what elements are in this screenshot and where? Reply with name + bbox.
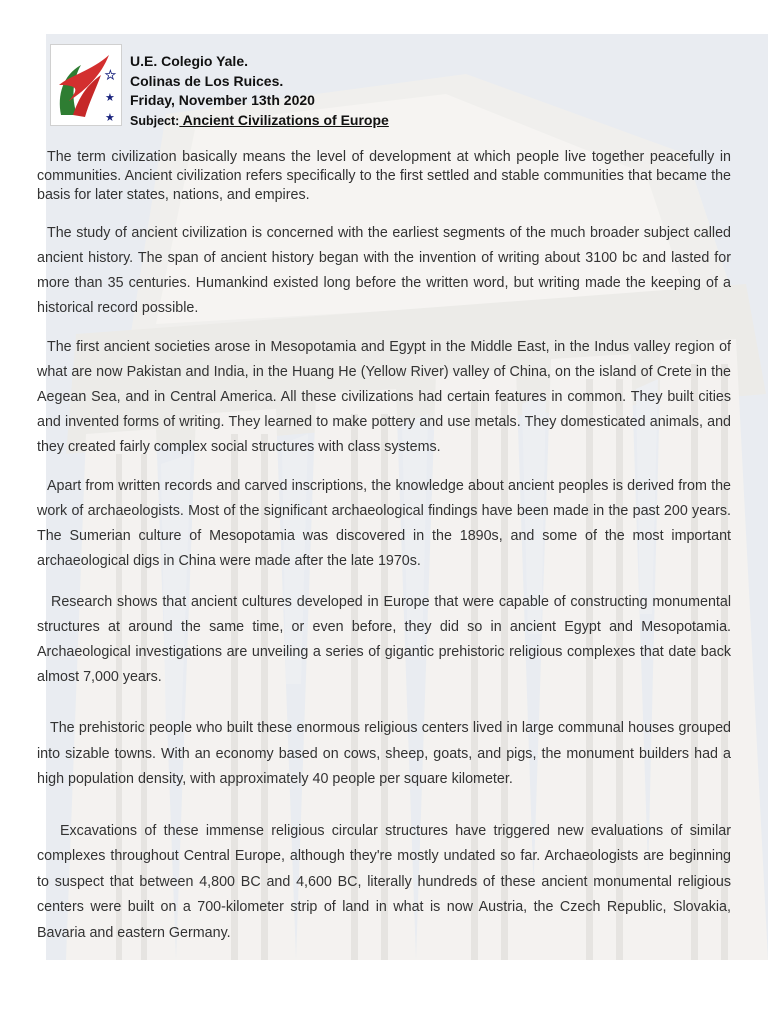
header-text-block	[130, 52, 389, 131]
document-header	[48, 42, 508, 128]
svg-text:★: ★	[105, 91, 115, 104]
school-name: U.E. Colegio Yale.	[130, 53, 249, 69]
svg-text:★: ★	[105, 68, 116, 82]
paragraph-4: Apart from written records and carved inscriptions, the knowledge about ancient peoples is derived from the work of archaeologists. Most of the significant archaeological findings have been made in the past 200 years. The Sumerian culture of Mesopotamia was discovered in the 1890s, and some of the most important archaeological digs in China were made after the late 1970s.	[37, 478, 731, 569]
paragraph-7: Excavations of these immense religious circular structures have triggered new evaluations of similar complexes throughout Central Europe, although they're mostly undated so far. Archaeologists are beginning to suspect that between 4,800 BC and 4,600 BC, literally hundreds of these ancient monumental religious centers were built on a 700-kilometer strip of land in what is now Austria, the Czech Republic, Slovakia, Bavaria and eastern Germany.	[37, 822, 731, 941]
paragraph-5: Research shows that ancient cultures developed in Europe that were capable of constructing monumental structures at around the same time, or even before, they did so in ancient Egypt and Mesopotamia. Archaeological investigations are unveiling a series of gigantic prehistoric religious complexes that date back almost 7,000 years.	[37, 594, 731, 685]
school-logo	[50, 44, 122, 126]
school-logo-icon	[51, 45, 121, 125]
paragraph-6: The prehistoric people who built these enormous religious centers lived in large communal houses grouped into sizable towns. With an economy based on cows, sheep, goats, and pigs, the monument builders had a high population density, with approximately 40 people per square kilometer.	[37, 720, 731, 787]
subject-line	[130, 111, 389, 132]
document-date: Friday, November 13th 2020	[130, 92, 315, 108]
paragraph-2: The study of ancient civilization is concerned with the earliest segments of the much broader subject called ancient history. The span of ancient history began with the invention of writing about 3100 bc and lasted for more than 35 centuries. Humankind existed long before the written word, but writing made the keeping of a historical record possible.	[37, 225, 731, 316]
subject-title: Ancient Civilizations of Europe	[179, 111, 389, 128]
paragraph-1: The term civilization basically means the level of development at which people live together peacefully in communities. Ancient civilization refers specifically to the first settled and stable communities that became the basis for later states, nations, and empires.	[37, 149, 731, 203]
paragraph-3: The first ancient societies arose in Mesopotamia and Egypt in the Middle East, in the Indus valley region of what are now Pakistan and India, in the Huang He (Yellow River) valley of China, on the island of Crete in the Aegean Sea, and in Central America. All these civilizations had certain features in common. They built cities and invented forms of writing. They learned to make pottery and use metals. They domesticated animals, and they created fairly complex social structures with class systems.	[37, 339, 731, 455]
svg-text:★: ★	[105, 111, 115, 124]
subject-label: Subject:	[130, 113, 180, 128]
document-body	[37, 148, 731, 946]
school-location: Colinas de Los Ruices.	[130, 72, 284, 89]
